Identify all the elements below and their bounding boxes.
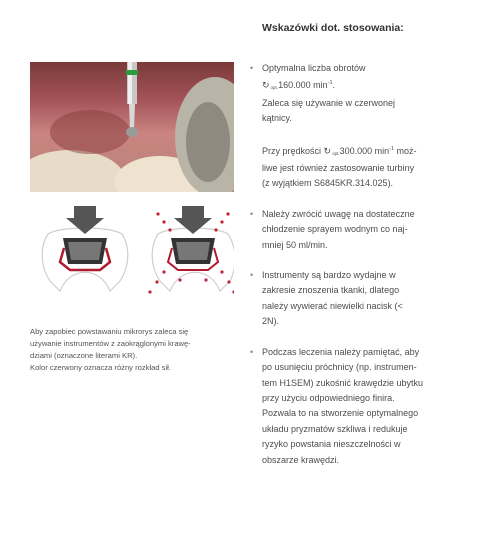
rotation-arrow-icon: ↻ — [262, 80, 270, 91]
list-item: • Optymalna liczba obrotów ↻opt.160.000 $\min^{-1}$. Zaleca się używanie w czerwonej kątnicy. Przy prędkości ↻opt.300.000 $\min^{-1}$ moż- liwe jest również zastosowanie turbiny (z wyjątkiem S6845KR.314.025). — [250, 63, 417, 189]
illustration-column — [30, 62, 234, 374]
usage-instructions — [249, 22, 465, 483]
dental-photo — [30, 62, 234, 192]
rotation-arrow-icon: ↻ — [323, 145, 332, 156]
bullet: • — [250, 208, 254, 219]
bullet: • — [250, 346, 254, 357]
section-heading: Wskazówki dot. stosowania: — [262, 22, 404, 34]
bullet: • — [250, 63, 254, 73]
list-item: • Podczas leczenia należy pamiętać, aby po usunięciu próchnicy (np. instrumen- tem H1SEM) zukośnić krawędzie ubytku przy użyciu odpowiedniego finira. Pozwala to na stworzenie optymalnego układu pryzmatów szkliwa i redukuje ryzyko powstania nieszczelności w obszarze krawędzi. — [250, 346, 424, 465]
list-item: • Instrumenty są bardzo wydajne w zakresie znoszenia tkanki, dlatego należy wywierać niewielki nacisk (< 2N). — [250, 270, 403, 327]
bullet: • — [250, 270, 254, 281]
force-distribution-diagram — [30, 206, 234, 316]
diagram-caption: Aby zapobiec powstawaniu mikrorys zaleca się używanie instrumentów z zaokrąglonymi krawę- dziami (oznaczone literami KR). Kolor czerwony oznacza różny rozkład sił. — [30, 327, 191, 372]
list-item: • Należy zwrócić uwagę na dostateczne chłodzenie sprayem wodnym co naj- mniej 50 ml/min. — [250, 208, 415, 250]
